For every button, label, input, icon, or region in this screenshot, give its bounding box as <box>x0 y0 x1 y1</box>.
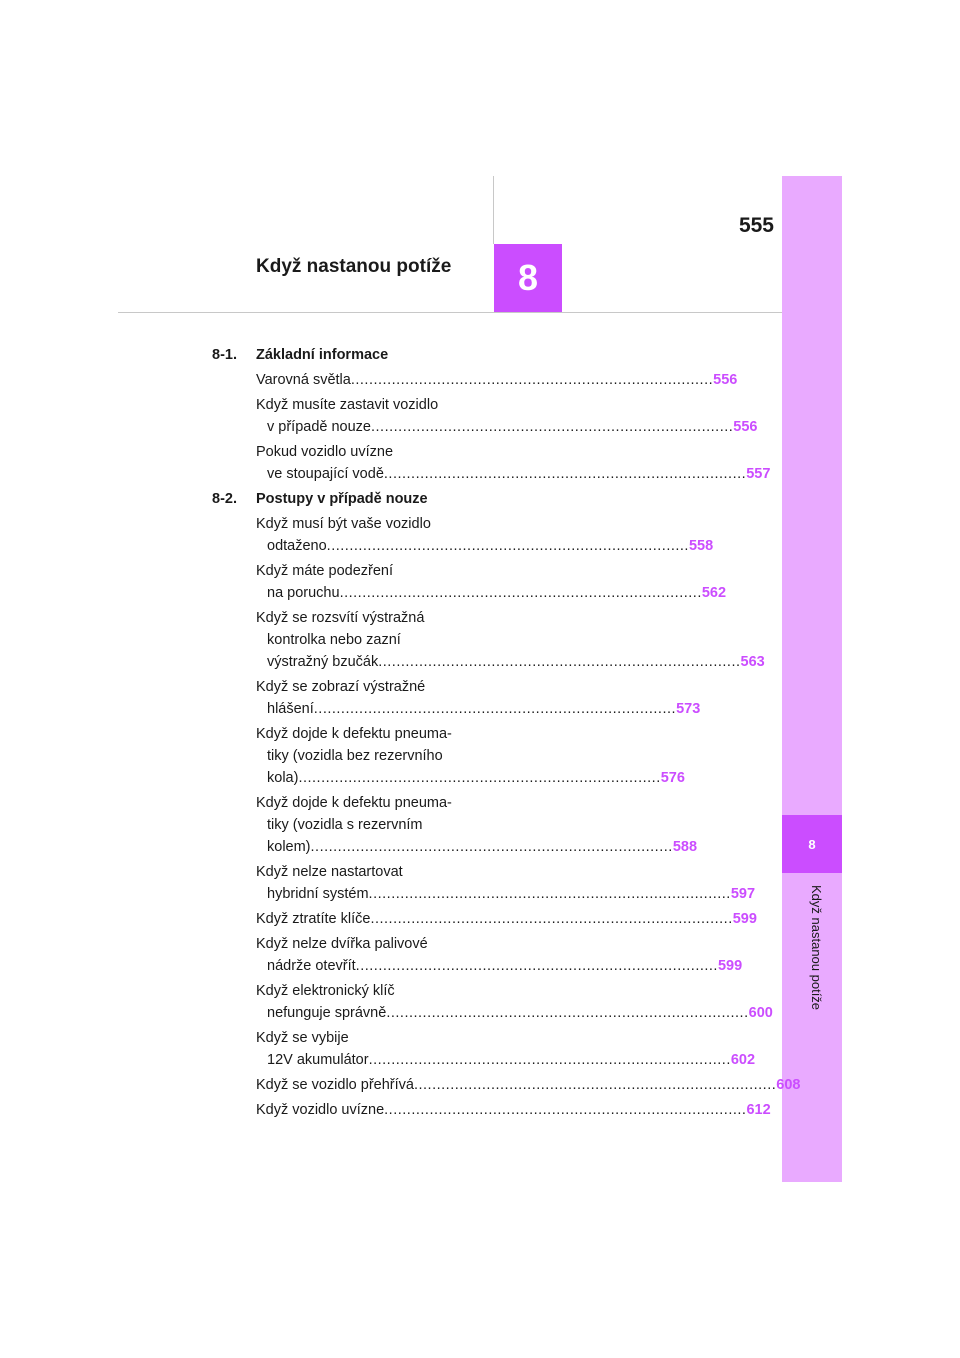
toc-page-number[interactable]: 563 <box>740 654 765 670</box>
toc-entry-text: Když máte podezření <box>256 563 394 579</box>
toc-page-number[interactable]: 600 <box>748 1005 773 1021</box>
header-divider-horizontal <box>118 312 782 313</box>
toc-entry[interactable] <box>256 560 727 604</box>
toc-entry[interactable] <box>256 861 756 905</box>
toc-section-number: 8-2. <box>212 491 237 507</box>
toc-section-heading <box>212 344 472 366</box>
side-tab-label: Když nastanou potíže <box>809 885 824 1011</box>
toc-entry-text: Když nelze nastartovat <box>256 864 403 880</box>
toc-section-title: Postupy v případě nouze <box>256 491 428 507</box>
toc-page-number[interactable]: 588 <box>672 839 698 855</box>
toc-entry-text: Když nelze dvířka palivové <box>256 936 428 952</box>
toc-page-number[interactable]: 556 <box>713 372 738 388</box>
toc-entry-text: tiky (vozidla s rezervním <box>267 817 423 833</box>
toc-entry-text: 12V akumulátor <box>267 1052 369 1068</box>
toc-entry[interactable] <box>256 723 685 789</box>
toc-entry-text: hlášení <box>267 701 314 717</box>
toc-leader-dots: ................................................................................ <box>355 958 718 974</box>
toc-entry-text: Když dojde k defektu pneuma- <box>256 726 452 742</box>
toc-leader-dots: ................................................................................ <box>313 701 677 717</box>
page-number: 555 <box>738 214 774 237</box>
toc-entry-text: kolem) <box>267 839 311 855</box>
toc-entry[interactable] <box>256 1099 771 1121</box>
toc-entry-text: Když elektronický klíč <box>256 983 395 999</box>
side-tab-number: 8 <box>782 815 842 873</box>
toc-page-number[interactable]: 576 <box>660 770 685 786</box>
toc-entry-text: Když se vybije <box>256 1030 349 1046</box>
toc-entry-text: Když dojde k defektu pneuma- <box>256 795 452 811</box>
toc-section-heading <box>212 488 472 510</box>
toc-page-number[interactable]: 573 <box>676 701 701 717</box>
toc-page-number[interactable]: 602 <box>730 1052 756 1068</box>
toc-leader-dots: ................................................................................ <box>368 1052 731 1068</box>
toc-entry-text: Varovná světla <box>256 372 351 388</box>
table-of-contents <box>212 344 801 1124</box>
toc-entry[interactable] <box>256 607 765 673</box>
toc-entry[interactable] <box>256 513 714 557</box>
chapter-number-box: 8 <box>494 244 562 312</box>
toc-page-number[interactable]: 597 <box>730 886 756 902</box>
toc-entry-text: kola) <box>267 770 299 786</box>
toc-section <box>212 488 801 1121</box>
toc-page-number[interactable]: 562 <box>701 585 727 601</box>
toc-section-number: 8-1. <box>212 347 237 363</box>
toc-leader-dots: ................................................................................ <box>384 1102 747 1118</box>
toc-page-number[interactable]: 599 <box>717 958 743 974</box>
toc-page-number[interactable]: 558 <box>688 538 714 554</box>
toc-entry-text: Když se zobrazí výstražné <box>256 679 426 695</box>
toc-entry[interactable] <box>256 1027 756 1071</box>
toc-entry-text: Pokud vozidlo uvízne <box>256 444 394 460</box>
toc-page-number[interactable]: 557 <box>746 466 771 482</box>
toc-page-number[interactable]: 608 <box>776 1077 801 1093</box>
toc-entry-text: výstražný bzučák <box>267 654 379 670</box>
toc-page-number[interactable]: 612 <box>746 1102 771 1118</box>
toc-leader-dots: ................................................................................ <box>370 911 733 927</box>
toc-entry[interactable] <box>256 441 771 485</box>
toc-entry-text: Když vozidlo uvízne <box>256 1102 385 1118</box>
toc-entry-text: hybridní systém <box>267 886 369 902</box>
toc-entry-text: Když se vozidlo přehřívá <box>256 1077 414 1093</box>
toc-leader-dots: ................................................................................ <box>383 466 747 482</box>
toc-leader-dots: ................................................................................ <box>378 654 741 670</box>
toc-entry-text: Když se rozsvítí výstražná <box>256 610 425 626</box>
toc-entry-text: nefunguje správně <box>267 1005 387 1021</box>
toc-entry[interactable] <box>256 676 701 720</box>
toc-leader-dots: ................................................................................ <box>350 372 714 388</box>
toc-leader-dots: ................................................................................ <box>371 419 734 435</box>
toc-leader-dots: ................................................................................ <box>326 538 689 554</box>
toc-leader-dots: ................................................................................ <box>298 770 661 786</box>
toc-entry[interactable] <box>256 394 758 438</box>
header-divider-vertical <box>493 176 494 244</box>
toc-leader-dots: ................................................................................ <box>339 585 702 601</box>
toc-entry[interactable] <box>256 933 743 977</box>
toc-entry-text: Když musí být vaše vozidlo <box>256 516 431 532</box>
toc-leader-dots: ................................................................................ <box>413 1077 777 1093</box>
toc-entry-text: nádrže otevřít <box>267 958 356 974</box>
toc-entry[interactable] <box>256 369 738 391</box>
toc-section <box>212 344 771 485</box>
toc-entry-text: odtaženo <box>267 538 327 554</box>
toc-entry-text: Když ztratíte klíče <box>256 911 371 927</box>
toc-entry[interactable] <box>256 1074 801 1096</box>
toc-leader-dots: ................................................................................ <box>386 1005 749 1021</box>
toc-section-title: Základní informace <box>256 347 389 363</box>
toc-leader-dots: ................................................................................ <box>310 839 673 855</box>
toc-leader-dots: ................................................................................ <box>368 886 731 902</box>
toc-entry-text: tiky (vozidla bez rezervního <box>267 748 443 764</box>
toc-entry-text: v případě nouze <box>267 419 371 435</box>
toc-entry-text: ve stoupající vodě <box>267 466 384 482</box>
chapter-title: Když nastanou potíže <box>256 256 452 277</box>
toc-page-number[interactable]: 599 <box>732 911 757 927</box>
toc-entry[interactable] <box>256 980 773 1024</box>
toc-entry[interactable] <box>256 792 698 858</box>
toc-entry-text: na poruchu <box>267 585 340 601</box>
toc-page-number[interactable]: 556 <box>733 419 758 435</box>
toc-entry-text: kontrolka nebo zazní <box>267 632 401 648</box>
toc-entry[interactable] <box>256 908 757 930</box>
toc-entry-text: Když musíte zastavit vozidlo <box>256 397 439 413</box>
